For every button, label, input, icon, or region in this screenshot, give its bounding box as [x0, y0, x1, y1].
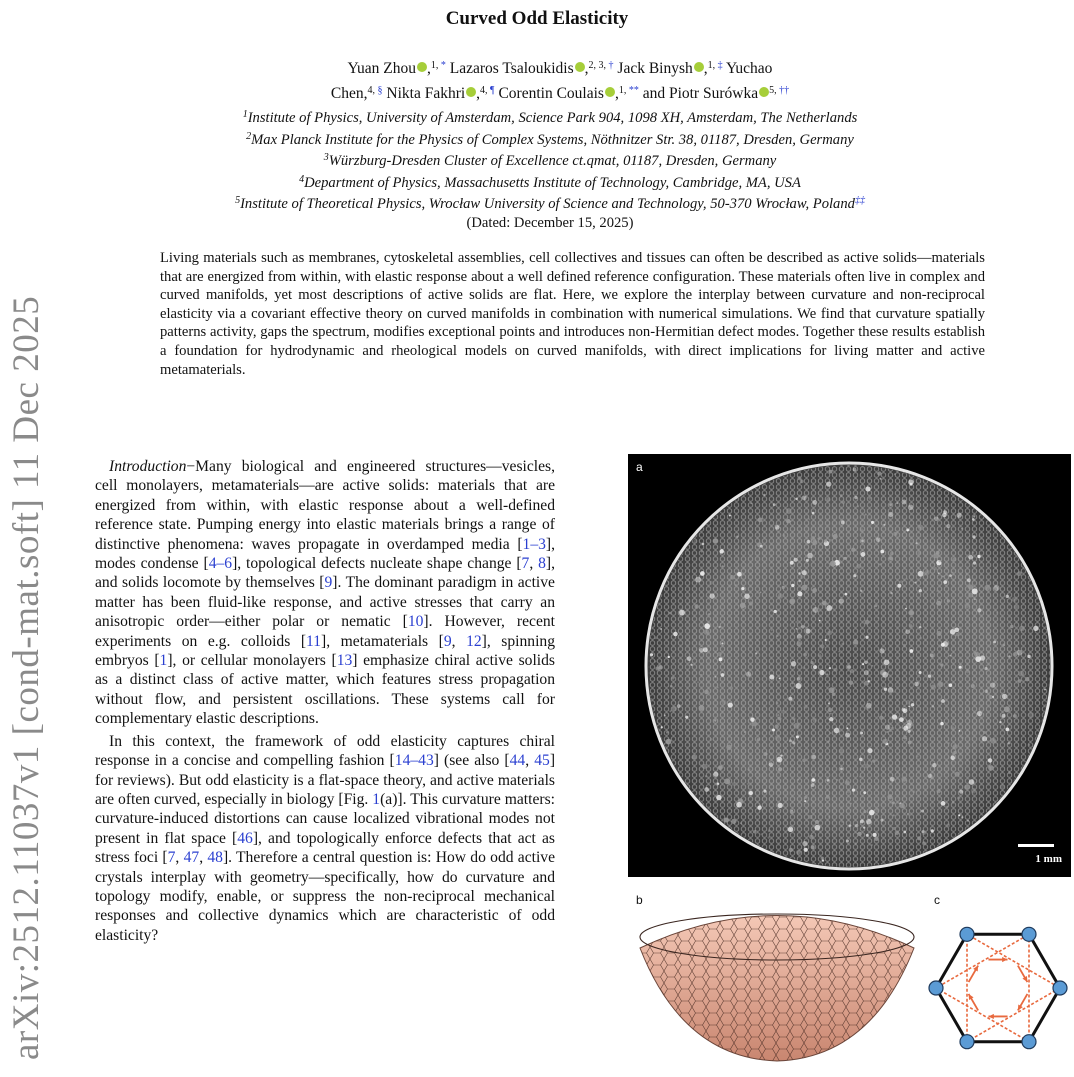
paragraph: Introduction−Many biological and engineered structures—vesicles, cell monolayers, metamaterials—are active solids: materials that are energized from within, with elastic response about a well-defined reference state. Pumping energy into elastic materials brings a range of distinctive phenomena: waves propagate in overdamped media [1–3], modes condense [4–6], topological defects nucleate shape change [7, 8], and solids locomote by themselves [9]. The dominant paradigm in active matter has been fluid-like response, and active stresses that carry an anisotropic order—either polar or nematic [10]. However, recent experiments on e.g. colloids [11], metamaterials [9, 12], spinning embryos [1], or cellular monolayers [13] emphasize chiral active solids as a distinct class of active matter, which features stress propagation without flow, and persistent oscillations. These systems call for complementary elastic descriptions.	[95, 458, 556, 728]
paper-title: Curved Odd Elasticity	[445, 8, 629, 29]
citation-link[interactable]: 47	[183, 849, 200, 867]
citation-link[interactable]: 1	[372, 790, 381, 808]
aff-text: Würzburg-Dresden Cluster of Excellence ct.qmat, 01187, Dresden, Germany	[328, 153, 777, 170]
author-name: Nikta Fakhri	[386, 85, 466, 102]
affiliation	[100, 192, 1000, 214]
citation-link[interactable]: 44	[509, 752, 526, 770]
orcid-icon[interactable]	[466, 87, 476, 97]
aff-sup: 1,	[707, 60, 718, 71]
citation-link[interactable]: 13	[336, 652, 353, 670]
aff-num: 5	[235, 195, 241, 207]
citation-link[interactable]: 10	[407, 613, 424, 631]
citation-link[interactable]: 12	[466, 632, 482, 650]
lattice-node	[960, 927, 974, 941]
panel-label-a: a	[636, 460, 643, 474]
footnote-mark[interactable]: §	[377, 85, 383, 96]
aff-text: Institute of Physics, University of Amsterdam, Science Park 904, 1098 XH, Amsterdam, The Netherlands	[247, 110, 858, 126]
panel-label-b: b	[636, 893, 643, 907]
body-column	[95, 457, 555, 945]
aff-sup: 4,	[367, 85, 378, 96]
footnote-mark[interactable]: †	[608, 60, 614, 71]
footnote-mark[interactable]: *	[440, 60, 446, 71]
affiliation	[100, 171, 1000, 193]
lattice-node	[1022, 927, 1036, 941]
aff-sup: 1,	[618, 85, 629, 96]
aff-text: Max Planck Institute for the Physics of Complex Systems, Nöthnitzer Str. 38, 01187, Dresden, Germany	[251, 131, 854, 148]
orcid-icon[interactable]	[759, 87, 769, 97]
panel-label-c: c	[934, 893, 940, 907]
aff-num: 3	[323, 152, 329, 164]
author-name: and Piotr Surówka	[642, 85, 759, 102]
citation-link[interactable]: 11	[306, 632, 322, 650]
orcid-icon[interactable]	[605, 87, 615, 97]
affiliation	[100, 128, 1000, 150]
author-name: Corentin Coulais	[498, 85, 604, 102]
figure-panel-c	[928, 893, 1068, 1073]
microscopy-image	[628, 454, 1071, 877]
citation-link[interactable]: 48	[207, 849, 223, 867]
lattice-node	[1053, 981, 1067, 995]
citation-link[interactable]: 1–3	[522, 535, 546, 553]
aff-num: 4	[299, 173, 305, 185]
aff-sup: 5,	[769, 85, 780, 96]
cell-texture	[628, 454, 1071, 877]
affiliations	[100, 106, 1000, 233]
author-name: Yuchao	[725, 60, 773, 77]
author-list	[210, 55, 910, 105]
footnote-mark[interactable]: ††	[779, 85, 790, 96]
author-line-1: Yuan Zhou ,$^{1,}$ * Lazaros Tsaloukidis ,$^{2, 3,}$ † Jack Binysh ,$^{1,}$ ‡ Yuchao	[347, 60, 773, 77]
citation-link[interactable]: 8	[538, 555, 546, 573]
figure-panel-b	[636, 893, 918, 1073]
author-line-2: Chen,$^{4,}$ § Nikta Fakhri ,$^{4,}$ ¶ Corentin Coulais ,$^{1,}$ ** and Piotr Surówka $^{5,}$ ††	[330, 85, 790, 102]
author-name: Lazaros Tsaloukidis	[449, 60, 574, 77]
footnote-mark[interactable]: ‡	[717, 60, 723, 71]
aff-num: 1	[242, 109, 248, 120]
section-label: Introduction	[109, 458, 187, 475]
footnote-mark[interactable]: ¶	[490, 85, 495, 96]
curved-lattice-bowl	[636, 893, 918, 1073]
aff-num: 2	[246, 130, 252, 142]
arxiv-identifier: arXiv:2512.11037v1 [cond-mat.soft] 11 Dec 2025	[6, 295, 47, 1060]
author-name: Chen,	[330, 85, 368, 102]
citation-link[interactable]: 9	[324, 574, 333, 592]
citation-link[interactable]: 14–43	[394, 752, 434, 770]
author-name: Jack Binysh	[617, 60, 693, 77]
orcid-icon[interactable]	[575, 62, 585, 72]
citation-link[interactable]: 45	[534, 752, 550, 770]
aff-text: Department of Physics, Massachusetts Institute of Technology, Cambridge, MA, USA	[304, 174, 801, 191]
scale-bar	[1018, 844, 1054, 847]
aff-sup: 4,	[480, 85, 491, 96]
lattice-node	[960, 1035, 974, 1049]
lattice-node	[1022, 1035, 1036, 1049]
hexagon-schematic	[928, 893, 1068, 1073]
abstract: Living materials such as membranes, cytoskeletal assemblies, cell collectives and tissues can often be described as active solids—materials that are energized from within, with elastic response about a well defined reference configuration. These materials often live in complex and curved manifolds, yet most descriptions of active solids are flat. Here, we explore the interplay between curvature and non-reciprocal elasticity via a covariant effective theory on curved manifolds in combination with numerical simulations. We find that curvature spatially patterns activity, gaps the spectrum, modifies exceptional points and introduces non-Hermitian defect modes. Together these results establish a foundation for hydrodynamic and rheological models on curved manifolds, with direct implications for living matter and active metamaterials.	[160, 250, 985, 378]
dated-line: (Dated: December 15, 2025)	[466, 214, 634, 231]
author-name: Yuan Zhou	[347, 60, 416, 77]
citation-link[interactable]: 9	[443, 632, 452, 650]
citation-link[interactable]: 4–6	[208, 555, 233, 573]
aff-sup: 2, 3,	[588, 60, 609, 71]
citation-link[interactable]: 1	[159, 652, 168, 670]
citation-link[interactable]: 7	[521, 555, 530, 573]
orcid-icon[interactable]	[417, 62, 427, 72]
lattice-node	[929, 981, 943, 995]
paragraph: In this context, the framework of odd elasticity captures chiral response in a concise and compelling fashion [14–43] (see also [44, 45] for reviews). But odd elasticity is a flat-space theory, and active materials are often curved, especially in biology [Fig. 1(a)]. This curvature matters: curvature-induced distortions can cause localized vibrational modes not present in flat space [46], and topologically enforce defects that act as stress foci [7, 47, 48]. Therefore a central question is: How do odd active crystals interplay with geometry—specifically, how do curvature and topology modify, enable, or suppress the non-reciprocal mechanical responses and collective dynamics which are characteristic of odd elasticity?	[95, 732, 556, 944]
aff-sup: 1,	[430, 60, 441, 71]
affiliation	[100, 106, 1000, 128]
citation-link[interactable]: 46	[237, 829, 253, 847]
figure-panel-a	[628, 454, 1071, 877]
footnote-mark[interactable]: ‡‡	[854, 195, 865, 207]
citation-link[interactable]: 7	[167, 849, 176, 867]
orcid-icon[interactable]	[694, 62, 704, 72]
scale-bar-label: 1 mm	[1035, 853, 1062, 865]
affiliation	[100, 149, 1000, 171]
aff-text: Institute of Theoretical Physics, Wrocław University of Science and Technology, 50-370 Wrocław, Poland	[240, 196, 855, 213]
footnote-mark[interactable]: **	[628, 85, 639, 96]
